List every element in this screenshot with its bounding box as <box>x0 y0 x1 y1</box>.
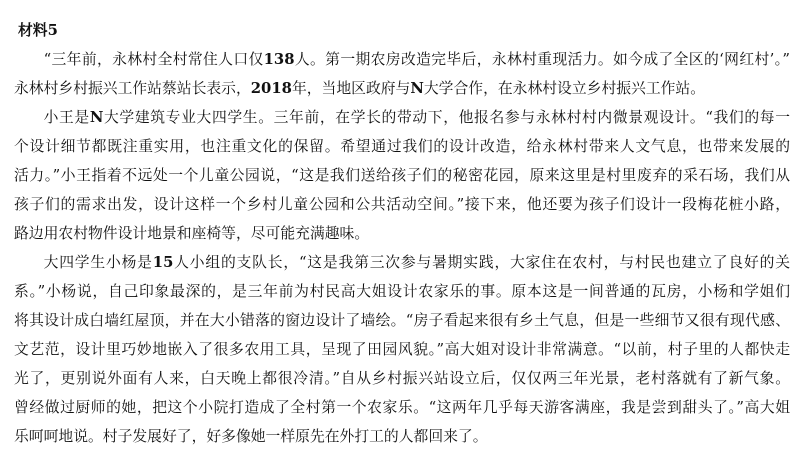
text-line <box>14 45 790 74</box>
text-line <box>14 422 790 451</box>
text-segment: 年，当地区政府与 <box>291 80 411 97</box>
text-line <box>14 364 790 393</box>
paragraph-2 <box>14 103 790 248</box>
bold-text: N <box>89 109 104 126</box>
paragraph-1 <box>14 45 790 103</box>
bold-text: 2018 <box>250 80 292 97</box>
material-title: 材料5 <box>18 22 58 39</box>
text-line <box>14 306 790 335</box>
text-segment: 路边用农村物件设计地景和座椅等，尽可能充满趣味。 <box>14 225 370 242</box>
text-segment: 大学建筑专业大四学生。三年前，在学长的带动下，他报名参与永林村村内微景观设计。“我们的每一 <box>103 109 790 126</box>
paragraph-3 <box>14 248 790 451</box>
text-segment: 系。”小杨说，自己印象最深的，是三年前为村民高大姐设计农家乐的事。原本这是一间普通的瓦房，小杨和学姐们 <box>14 283 790 300</box>
text-segment: 曾经做过厨师的她，把这个小院打造成了全村第一个农家乐。“这两年几乎每天游客满座，我是尝到甜头了。”高大姐 <box>14 399 790 416</box>
text-line <box>14 219 790 248</box>
text-segment: 文艺范，设计里巧妙地嵌入了很多农用工具，呈现了田园风貌。”高大姐对设计非常满意。“以前，村子里的人都快走 <box>14 341 790 358</box>
text-segment: 将其设计成白墙红屋顶，并在大小错落的窗边设计了墙绘。“房子看起来很有乡土气息，但是一些细节又很有现代感、 <box>14 312 790 329</box>
text-line <box>14 74 790 103</box>
text-line <box>14 277 790 306</box>
text-segment: 活力。”小王指着不远处一个儿童公园说，“这是我们送给孩子们的秘密花园，原来这里是村里废弃的采石场，我们从 <box>14 167 790 184</box>
text-line <box>14 248 790 277</box>
text-segment: “三年前，永林村全村常住人口仅 <box>43 51 264 68</box>
text-segment: 人。第一期农房改造完毕后，永林村重现活力。如今成了全区的‘网红村’。” <box>294 51 790 68</box>
text-segment: 人小组的支队长，“这是我第三次参与暑期实践，大家住在农村，与村民也建立了良好的关 <box>173 254 790 271</box>
text-segment: 永林村乡村振兴工作站蔡站长表示， <box>14 80 251 97</box>
text-line <box>14 103 790 132</box>
text-line <box>14 335 790 364</box>
bold-text: N <box>410 80 424 97</box>
document-body <box>14 45 790 451</box>
text-segment: 个设计细节都既注重实用，也注重文化的保留。希望通过我们的设计改造，给永林村带来人文气息，也带来发展的 <box>14 138 790 155</box>
text-segment: 光了，更别说外面有人来，白天晚上都很冷清。”自从乡村振兴站设立后，仅仅两三年光景，老村落就有了新气象。 <box>14 370 790 387</box>
text-segment: 孩子们的需求出发，设计这样一个乡村儿童公园和公共活动空间。”接下来，他还要为孩子们设计一段梅花桩小路， <box>14 196 790 213</box>
text-line <box>14 393 790 422</box>
text-line <box>14 190 790 219</box>
text-line <box>14 132 790 161</box>
text-segment: 大学合作，在永林村设立乡村振兴工作站。 <box>423 80 706 97</box>
text-segment: 乐呵呵地说。村子发展好了，好多像她一样原先在外打工的人都回来了。 <box>14 428 488 445</box>
text-line <box>14 161 790 190</box>
document <box>14 16 790 451</box>
bold-text: 138 <box>263 51 295 68</box>
bold-text: 15 <box>152 254 174 271</box>
text-segment: 大四学生小杨是 <box>43 254 153 271</box>
text-segment: 小王是 <box>43 109 90 126</box>
